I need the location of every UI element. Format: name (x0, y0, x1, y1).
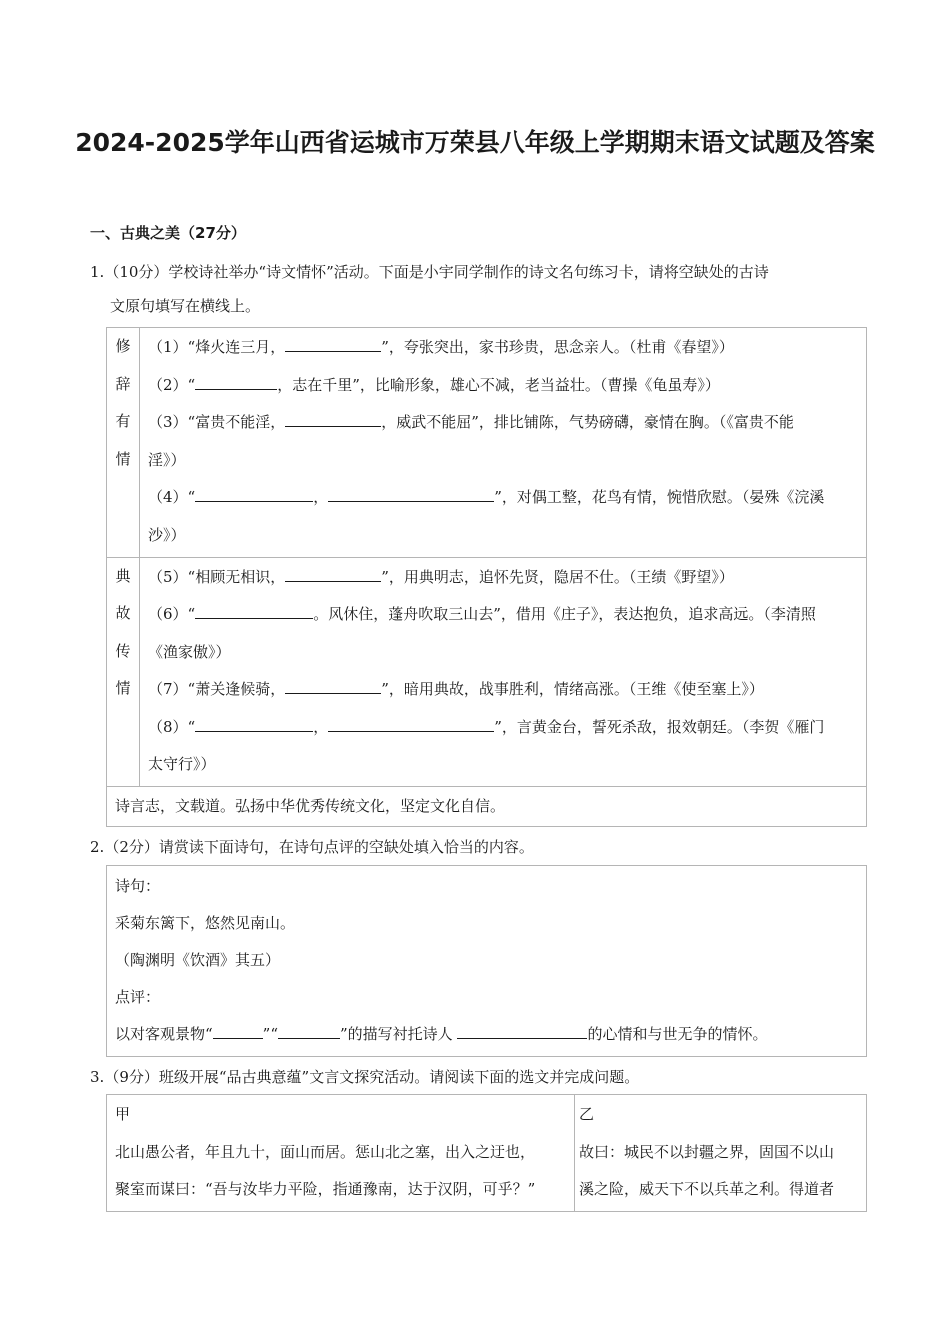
item-4: （4）“ ， ”，对偶工整，花鸟有情，惋惜欣慰。（晏殊《浣溪 (148, 488, 825, 506)
excerpt-label: 乙 (579, 1105, 595, 1123)
question-text: 文原句填写在横线上。 (110, 297, 261, 315)
item-8-cont: 太守行》） (148, 755, 216, 773)
item-6-cont: 《渔家傲》） (148, 642, 231, 661)
excerpt-a: 甲 北山愚公者，年且九十，面山而居。惩山北之塞，出入之迂也， 聚室而谋曰：“吾与汝毕力平险，指通豫南，达于汉阴，可乎？” (107, 1095, 575, 1211)
answer-blank[interactable] (285, 336, 381, 352)
question-number: 3. (90, 1068, 105, 1086)
item-3: （3）“富贵不能淫， ，威武不能屈”，排比铺陈，气势磅礴，豪情在胸。（《富贵不能 (148, 413, 794, 431)
answer-blank[interactable] (285, 411, 381, 427)
comment-text: 以对客观景物“ ”“ ”的描写衬托诗人 的心情和与世无争的情怀。 (115, 1025, 768, 1043)
group-allusion-items (140, 557, 867, 786)
question-number: 1. (90, 263, 105, 281)
item-8: （8）“ ， ”，言黄金台，誓死杀敌，报效朝廷。（李贺《雁门 (148, 717, 825, 736)
answer-blank[interactable] (328, 486, 494, 502)
answer-blank[interactable] (195, 603, 313, 619)
answer-blank[interactable] (213, 1023, 263, 1039)
excerpt-label: 甲 (115, 1105, 131, 1123)
question-2-stem (90, 830, 870, 864)
answer-blank[interactable] (195, 374, 277, 390)
excerpt-table (106, 1094, 867, 1212)
answer-blank[interactable] (457, 1023, 587, 1039)
item-7: （7）“萧关逢候骑， ”，暗用典故，战事胜利，情绪高涨。（王维《使至塞上》） (148, 680, 764, 698)
answer-blank[interactable] (195, 716, 313, 732)
comment-label: 点评： (115, 988, 161, 1006)
page-title: 2024-2025学年山西省运城市万荣县八年级上学期期末语文试题及答案 (75, 128, 875, 157)
group-label-rhetoric: 修 辞 有 情 (107, 328, 140, 557)
card-footer: 诗言志，文载道。弘扬中华优秀传统文化，坚定文化自信。 (107, 786, 866, 826)
group-label-allusion: 典 故 传 情 (107, 557, 140, 786)
excerpt-b: 乙 故曰：城民不以封疆之界，固国不以山 溪之险，威天下不以兵革之利。得道者 (575, 1095, 867, 1211)
item-6: （6）“ 。风休住，蓬舟吹取三山去”，借用《庄子》，表达抱负，追求高远。（李清照 (148, 605, 816, 623)
question-text: （9分）班级开展“品古典意蕴”文言文探究活动。请阅读下面的选文并完成问题。 (104, 1068, 640, 1086)
item-5: （5）“相顾无相识， ”，用典明志，追怀先贤，隐居不仕。（王绩《野望》） (148, 567, 734, 586)
poem-text: 采菊东篱下，悠然见南山。 (115, 914, 296, 932)
question-3-stem (90, 1060, 870, 1094)
poem-label: 诗句： (115, 877, 161, 895)
answer-blank[interactable] (195, 486, 313, 502)
item-2: （2）“ ，志在千里”，比喻形象，雄心不减，老当益壮。（曹操《龟虽寿》） (148, 375, 720, 394)
answer-blank[interactable] (285, 678, 381, 694)
item-3-cont: 淫》） (148, 450, 186, 469)
question-number: 2. (90, 838, 105, 856)
item-1: （1）“烽火连三月， ”，夸张突出，家书珍贵，思念亲人。（杜甫《春望》） (148, 338, 734, 356)
answer-blank[interactable] (328, 716, 494, 732)
section-heading: 一、古典之美（27分） (90, 224, 246, 242)
practice-card-table (106, 327, 867, 827)
question-1-stem (90, 255, 870, 323)
answer-blank[interactable] (278, 1023, 340, 1039)
group-rhetoric-items (140, 328, 867, 557)
poem-box (106, 865, 867, 1057)
item-4-cont: 沙》） (148, 525, 186, 544)
answer-blank[interactable] (285, 566, 381, 582)
poem-source: （陶渊明《饮酒》其五） (115, 951, 281, 969)
question-text: （2分）请赏读下面诗句，在诗句点评的空缺处填入恰当的内容。 (104, 838, 534, 856)
question-text: （10分）学校诗社举办“诗文情怀”活动。下面是小宇同学制作的诗文名句练习卡，请将空缺处的古诗 (104, 263, 769, 281)
